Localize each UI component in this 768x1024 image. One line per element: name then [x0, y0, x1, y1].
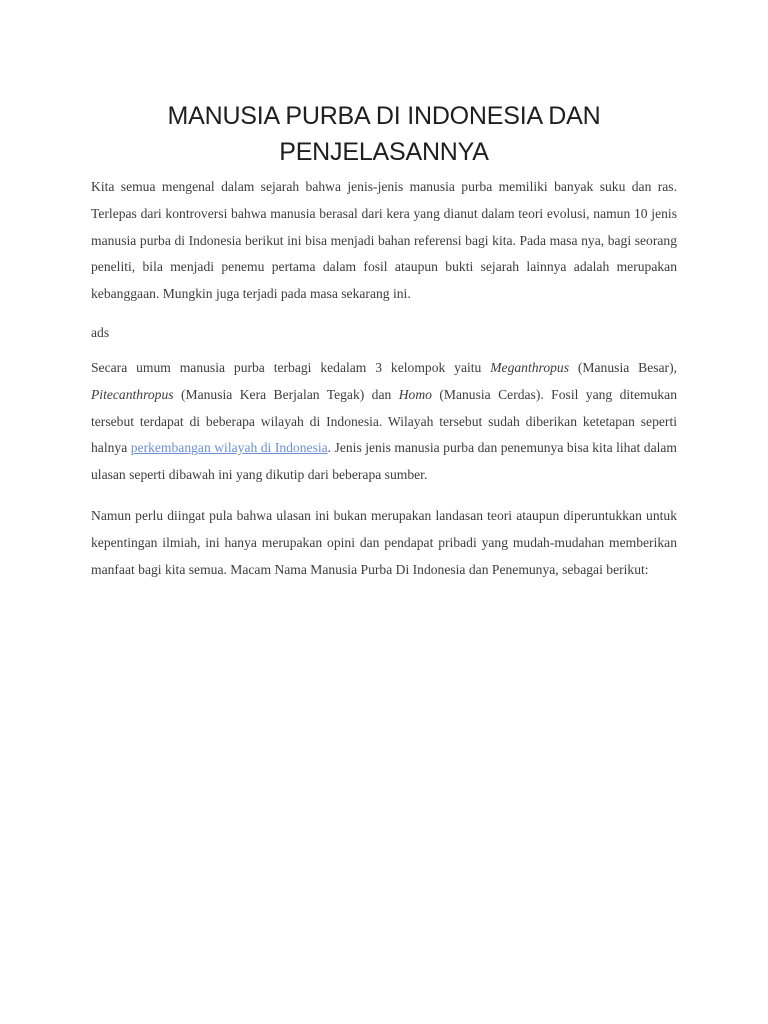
paragraph2-text-c: (Manusia Kera Berjalan Tegak) dan: [173, 386, 399, 402]
disclaimer-paragraph: Namun perlu diingat pula bahwa ulasan ini bukan merupakan landasan teori ataupun diperuntukkan untuk kepentingan ilmiah, ini hanya merupakan opini dan pendapat pribadi yang mudah-mudahan memberikan manfaat bagi kita semua. Macam Nama Manusia Purba Di Indonesia dan Penemunya, sebagai berikut:: [91, 508, 677, 577]
page-title: MANUSIA PURBA DI INDONESIA DAN PENJELASANNYA: [167, 102, 601, 166]
term-meganthropus: Meganthropus: [490, 360, 570, 375]
region-development-link[interactable]: perkembangan wilayah di Indonesia: [130, 440, 328, 456]
term-pitecanthropus: Pitecanthropus: [91, 386, 174, 402]
term-homo: Homo: [398, 386, 432, 402]
ads-label: ads: [91, 325, 110, 340]
paragraph2-text-a: Secara umum manusia purba terbagi kedalam 3 kelompok yaitu: [91, 360, 491, 375]
intro-paragraph: Kita semua mengenal dalam sejarah bahwa jenis-jenis manusia purba memiliki banyak suku dan ras. Terlepas dari kontroversi bahwa manusia berasal dari kera yang dianut dalam teori evolusi, namun 10 jenis manusia purba di Indonesia berikut ini bisa menjadi bahan referensi bagi kita. Pada masa nya, bagi seorang peneliti, bila menjadi penemu pertama dalam fosil ataupun bukti sejarah lainnya adalah merupakan kebanggaan. Mungkin juga terjadi pada masa sekarang ini.: [91, 179, 677, 302]
classification-paragraph: [91, 355, 677, 489]
paragraph2-text-d: (Manusia Cerdas). Fosil yang ditemukan tersebut terdapat di beberapa wilayah di Indonesia. Wilayah tersebut sudah diberikan ketetapan seperti halnya: [91, 386, 677, 456]
paragraph2-text-b: (Manusia Besar),: [569, 360, 678, 375]
paragraph2-text-e: . Jenis jenis manusia purba dan penemunya bisa kita lihat dalam ulasan seperti dibawah ini yang dikutip dari beberapa sumber.: [91, 440, 677, 483]
